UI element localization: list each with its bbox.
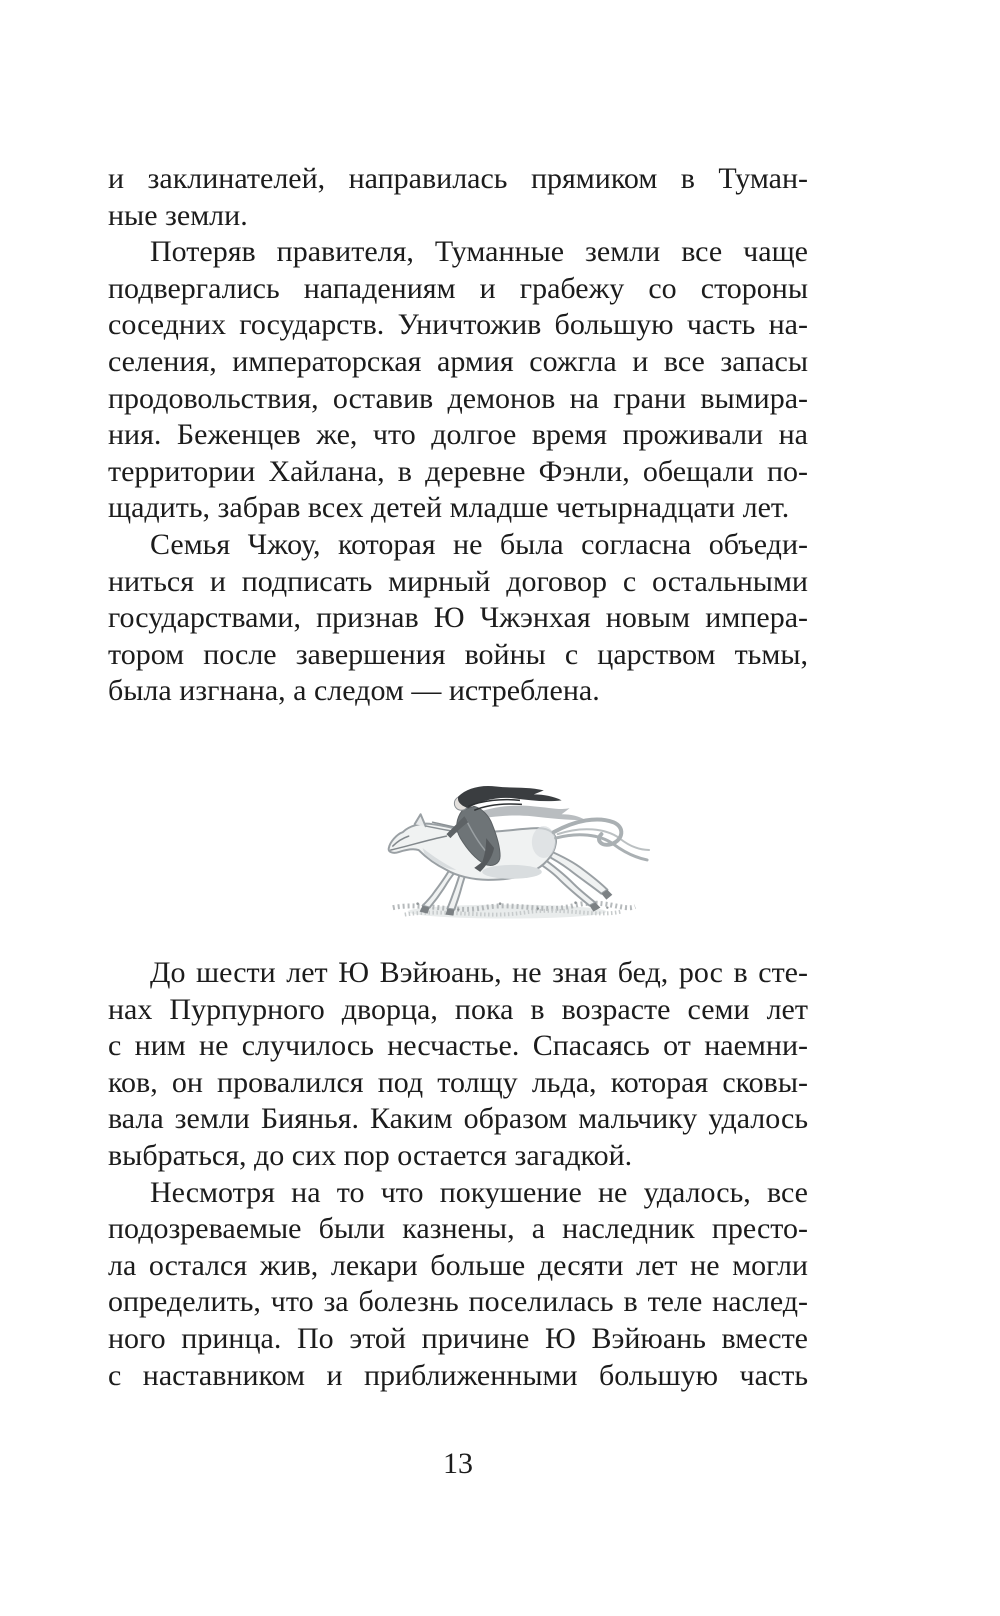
text-line: определить, что за болезнь поселилась в теле наслед- bbox=[108, 1285, 808, 1319]
horse-rider-illustration bbox=[363, 776, 661, 930]
text-line: ного принца. По этой причине Ю Вэйюань вместе bbox=[108, 1321, 808, 1355]
text-line: ниться и подписать мирный договор с остальными bbox=[108, 564, 808, 598]
text-line: ла остался жив, лекари больше десяти лет не могли bbox=[108, 1248, 808, 1282]
text-line: ния. Беженцев же, что долгое время проживали на bbox=[108, 418, 808, 452]
text-line: с ним не случилось несчастье. Спасаясь от наемни- bbox=[108, 1029, 808, 1063]
text-line: Семья Чжоу, которая не была согласна объеди- bbox=[150, 527, 808, 561]
text-line: территории Хайлана, в деревне Фэнли, обещали по- bbox=[108, 454, 808, 488]
text-line: продовольствия, оставив демонов на грани вымира- bbox=[108, 381, 808, 415]
text-line: выбраться, до сих пор остается загадкой. bbox=[108, 1138, 633, 1172]
text-line: щадить, забрав всех детей младше четырнадцати лет. bbox=[108, 491, 790, 525]
text-line: Несмотря на то что покушение не удалось, все bbox=[150, 1175, 808, 1209]
text-block-bottom bbox=[108, 955, 808, 1394]
text-line: селения, императорская армия сожгла и все запасы bbox=[108, 344, 808, 378]
text-line: тором после завершения войны с царством тьмы, bbox=[108, 637, 808, 671]
text-line: ные земли. bbox=[108, 198, 248, 232]
text-line: с наставником и приближенными большую часть bbox=[108, 1358, 808, 1392]
text-line: вала земли Биянья. Каким образом мальчику удалось bbox=[108, 1102, 808, 1136]
text-line: была изгнана, а следом — истреблена. bbox=[108, 674, 600, 708]
text-line: ков, он провалился под толщу льда, которая сковы- bbox=[108, 1065, 808, 1099]
text-line: нах Пурпурного дворца, пока в возрасте семи лет bbox=[108, 992, 808, 1026]
text-line: подвергались нападениям и грабежу со стороны bbox=[108, 271, 808, 305]
text-line: соседних государств. Уничтожив большую часть на- bbox=[108, 308, 808, 342]
text-line: государствами, признав Ю Чжэнхая новым импера- bbox=[108, 601, 808, 635]
page-number: 13 bbox=[443, 1447, 473, 1480]
horse-rider-drawing bbox=[363, 776, 661, 930]
text-line: и заклинателей, направилась прямиком в Туман- bbox=[108, 162, 808, 195]
horse bbox=[389, 814, 649, 915]
text-block-top bbox=[108, 161, 808, 710]
text-line: До шести лет Ю Вэйюань, не зная бед, рос в сте- bbox=[150, 956, 808, 989]
text-line: подозреваемые были казнены, а наследник престо- bbox=[108, 1212, 808, 1246]
text-line: Потеряв правителя, Туманные земли все чаще bbox=[150, 235, 808, 269]
